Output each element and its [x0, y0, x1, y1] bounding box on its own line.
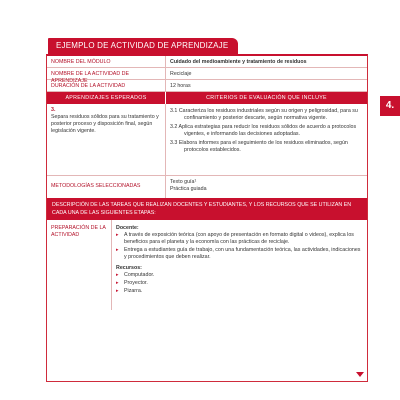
activity-name-value: Reciclaje: [165, 68, 367, 79]
activity-name-label: NOMBRE DE LA ACTIVIDAD DE APRENDIZAJE: [51, 71, 129, 84]
teacher-item: ▸ A través de exposición teórica (con apoyo de presentación en formato digital o videos), explica los beneficios para el planeta y la economía con las prácticas de reciclaje.: [116, 232, 363, 246]
preparation-content: [111, 220, 367, 310]
module-name-value: Cuidado del medioambiente y tratamiento de residuos: [165, 56, 367, 67]
resource-item: ▸ Computador.: [116, 272, 363, 279]
resource-item: ▸ Proyector.: [116, 280, 363, 287]
learning-criteria-row: [47, 104, 367, 176]
section-headers-row: [47, 92, 367, 104]
module-name-label: NOMBRE DEL MÓDULO: [51, 59, 111, 65]
criteria-cell: [165, 104, 367, 175]
criteria-header: CRITERIOS DE EVALUACIÓN QUE INCLUYE: [166, 92, 367, 104]
criterion-item: 3.1 Caracteriza los residuos industriales según su origen y peligrosidad, para su confinamiento y posterior descarte, según normativa vigente.: [170, 108, 358, 121]
activity-name-row: [47, 68, 367, 84]
methodology-item: Texto guía¹: [170, 179, 197, 185]
methodologies-label: METODOLOGÍAS SELECCIONADAS: [51, 183, 141, 189]
methodologies-row: [47, 176, 367, 198]
continue-arrow-icon: [356, 372, 364, 377]
duration-value: 12 horas: [165, 80, 367, 91]
resources-heading: Recursos:: [116, 265, 142, 271]
teacher-heading: Docente:: [116, 225, 139, 231]
methodology-item: Práctica guiada: [170, 186, 207, 192]
expected-learning-header: APRENDIZAJES ESPERADOS: [47, 92, 165, 104]
module-name-row: [47, 56, 367, 68]
resource-item: ▸ Pizarra.: [116, 288, 363, 295]
description-band: DESCRIPCIÓN DE LAS TAREAS QUE REALIZAN DOCENTES Y ESTUDIANTES, Y LOS RECURSOS QUE SE UTILIZAN EN CADA UNA DE LAS SIGUIENTES ETAPAS:: [47, 198, 367, 220]
expected-learning-number: 3.: [51, 107, 56, 113]
page-title: EJEMPLO DE ACTIVIDAD DE APRENDIZAJE: [48, 38, 238, 54]
duration-label: DURACIÓN DE LA ACTIVIDAD: [51, 83, 126, 89]
preparation-row: [47, 220, 367, 310]
duration-row: [47, 80, 367, 92]
expected-learning-cell: [47, 104, 165, 175]
activity-table: [46, 54, 368, 382]
methodologies-cell: [165, 176, 367, 198]
teacher-item: ▸ Entrega a estudiantes guía de trabajo, con una fundamentación teórica, las actividades, indicaciones y procedimientos que deben realizar.: [116, 247, 363, 261]
criterion-item: 3.2 Aplica estrategias para reducir los residuos sólidos de acuerdo a protocolos vigentes, e informando las decisiones adoptadas.: [170, 124, 357, 137]
expected-learning-text: Separa residuos sólidos para su tratamiento y posterior proceso y disposición final, según legislación vigente.: [51, 114, 159, 134]
criterion-item: 3.3 Elabora informes para el seguimiento de los residuos eliminados, según protocolos establecidos.: [170, 140, 348, 153]
chapter-marker: 4.: [380, 96, 400, 116]
preparation-label: PREPARACIÓN DE LA ACTIVIDAD: [51, 225, 106, 238]
